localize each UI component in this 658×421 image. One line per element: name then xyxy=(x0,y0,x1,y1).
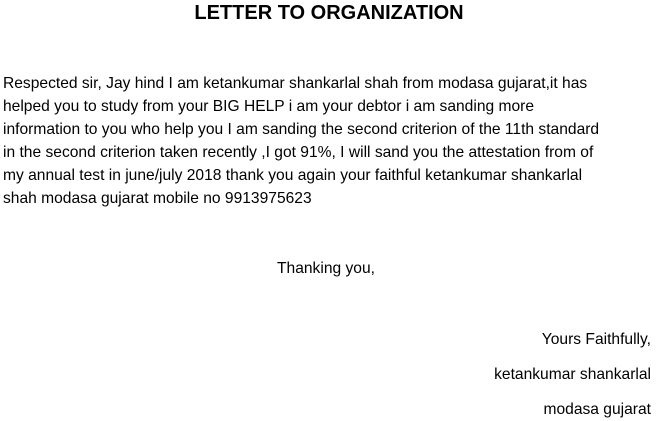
closing-salutation: Yours Faithfully, xyxy=(541,331,651,348)
body-line: shah modasa gujarat mobile no 9913975623 xyxy=(3,190,312,207)
signature-place: modasa gujarat xyxy=(543,401,651,418)
body-line: helped you to study from your BIG HELP i am your debtor i am sanding more xyxy=(3,98,535,115)
letter-body xyxy=(3,72,655,210)
body-line: my annual test in june/july 2018 thank you again your faithful ketankumar shankarlal xyxy=(3,167,583,184)
body-line: information to you who help you I am sanding the second criterion of the 11th standard xyxy=(3,121,600,138)
body-line: in the second criterion taken recently ,I got 91%, I will sand you the attestation from of xyxy=(3,144,594,161)
body-line: Respected sir, Jay hind I am ketankumar shankarlal shah from modasa gujarat,it has xyxy=(3,75,588,92)
signature-name: ketankumar shankarlal xyxy=(494,366,651,383)
thanking-line: Thanking you, xyxy=(277,260,375,277)
letter-title: LETTER TO ORGANIZATION xyxy=(194,2,464,24)
